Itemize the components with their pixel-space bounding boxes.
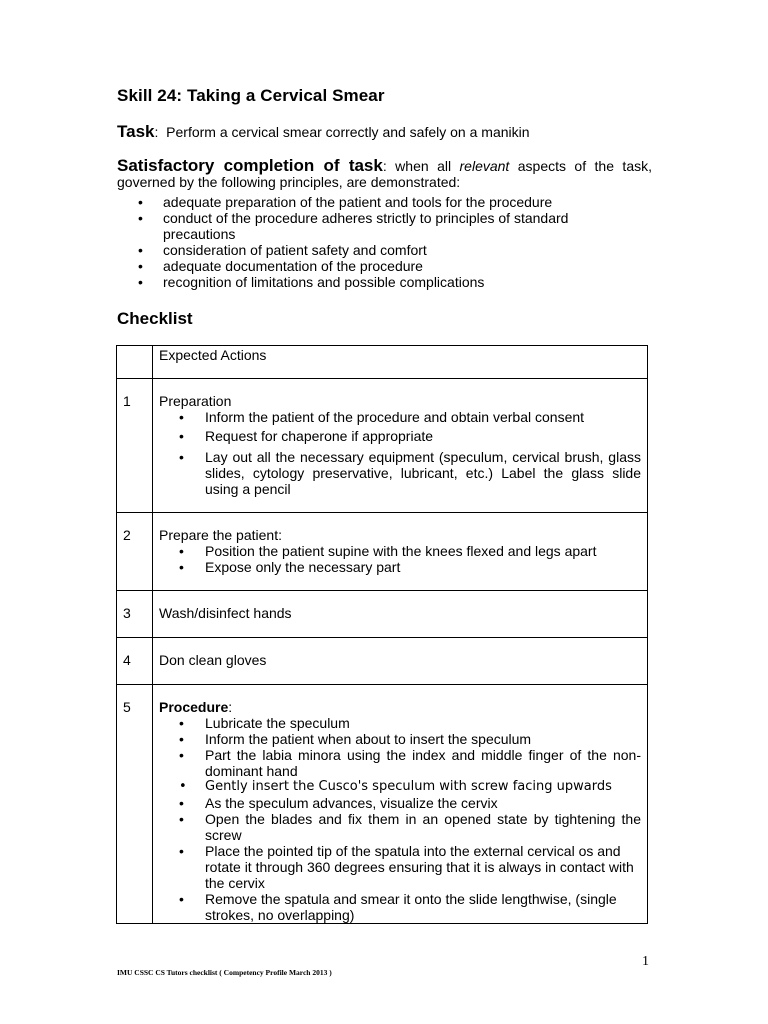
row-title: Preparation [159,393,232,409]
step-list [159,715,641,923]
task-statement [117,122,530,142]
checklist-heading: Checklist [117,309,193,328]
row-title [159,699,641,715]
step-item: • Inform the patient of the procedure and obtain verbal consent [159,409,641,425]
step-item: • Position the patient supine with the knees flexed and legs apart [159,543,641,559]
principle-item: • consideration of patient safety and comfort [117,242,617,258]
row-actions [153,685,648,924]
table-row [117,591,648,638]
row-actions [153,591,648,638]
row-title: Prepare the patient: [159,527,282,543]
satisfactory-label: Satisfactory completion of task [117,156,383,175]
step-item: • Place the pointed tip of the spatula into the external cervical os and rotate it through 360 degrees ensuring that it is always in contact with the cervix [159,843,641,891]
header-num-cell [117,346,153,379]
header-actions-cell [153,346,648,379]
step-list [159,409,641,497]
step-item: • Expose only the necessary part [159,559,641,575]
row-number: 1 [117,379,153,513]
row-actions [153,513,648,591]
step-item: • Lubricate the speculum [159,715,641,731]
checklist-table [116,345,648,924]
satisfactory-emphasis: relevant [459,158,510,174]
procedure-title: Procedure [159,699,229,715]
table-row [117,379,648,513]
principle-item: • adequate documentation of the procedure [117,258,617,274]
table-row [117,685,648,924]
table-row [117,638,648,685]
row-title: Wash/disinfect hands [159,605,292,621]
row-actions [153,638,648,685]
task-label: Task [117,122,155,141]
step-item: • Part the labia minora using the index and middle finger of the non-dominant hand [159,747,641,779]
principle-item: • adequate preparation of the patient and tools for the procedure [117,194,617,210]
header-actions-label: Expected Actions [159,347,267,363]
task-colon: : [154,124,159,140]
page-footer: IMU CSSC CS Tutors checklist ( Competency Profile March 2013 ) [117,968,332,977]
satisfactory-post: aspects of the task, governed by the following principles, are demonstrated: [117,158,652,190]
principles-list [117,194,617,290]
row-number: 2 [117,513,153,591]
principle-item: • conduct of the procedure adheres strictly to principles of standard precautions [117,210,617,242]
principle-item: • recognition of limitations and possible complications [117,274,617,290]
row-number: 5 [117,685,153,924]
step-item: • Gently insert the Cusco's speculum with screw facing upwards [159,779,641,795]
satisfactory-completion [117,158,652,190]
row-actions [153,379,648,513]
step-list [159,543,641,575]
row-number: 4 [117,638,153,685]
step-item: • Open the blades and fix them in an opened state by tightening the screw [159,811,641,843]
step-item: • As the speculum advances, visualize the cervix [159,795,641,811]
row-number: 3 [117,591,153,638]
step-item: • Lay out all the necessary equipment (speculum, cervical brush, glass slides, cytology preservative, lubricant, etc.) Label the glass slide using a pencil [159,449,641,497]
step-item: • Request for chaperone if appropriate [159,428,641,444]
row-title: Don clean gloves [159,652,267,668]
page-number: 1 [642,954,649,969]
table-header-row [117,346,648,379]
step-item: • Remove the spatula and smear it onto the slide lengthwise, (single strokes, no overlapping) [159,891,641,923]
task-text: Perform a cervical smear correctly and safely on a manikin [158,124,530,140]
step-item: • Inform the patient when about to insert the speculum [159,731,641,747]
satisfactory-pre: : when all [382,158,460,174]
table-row [117,513,648,591]
procedure-title-suffix: : [228,699,233,715]
page-title: Skill 24: Taking a Cervical Smear [117,86,385,105]
